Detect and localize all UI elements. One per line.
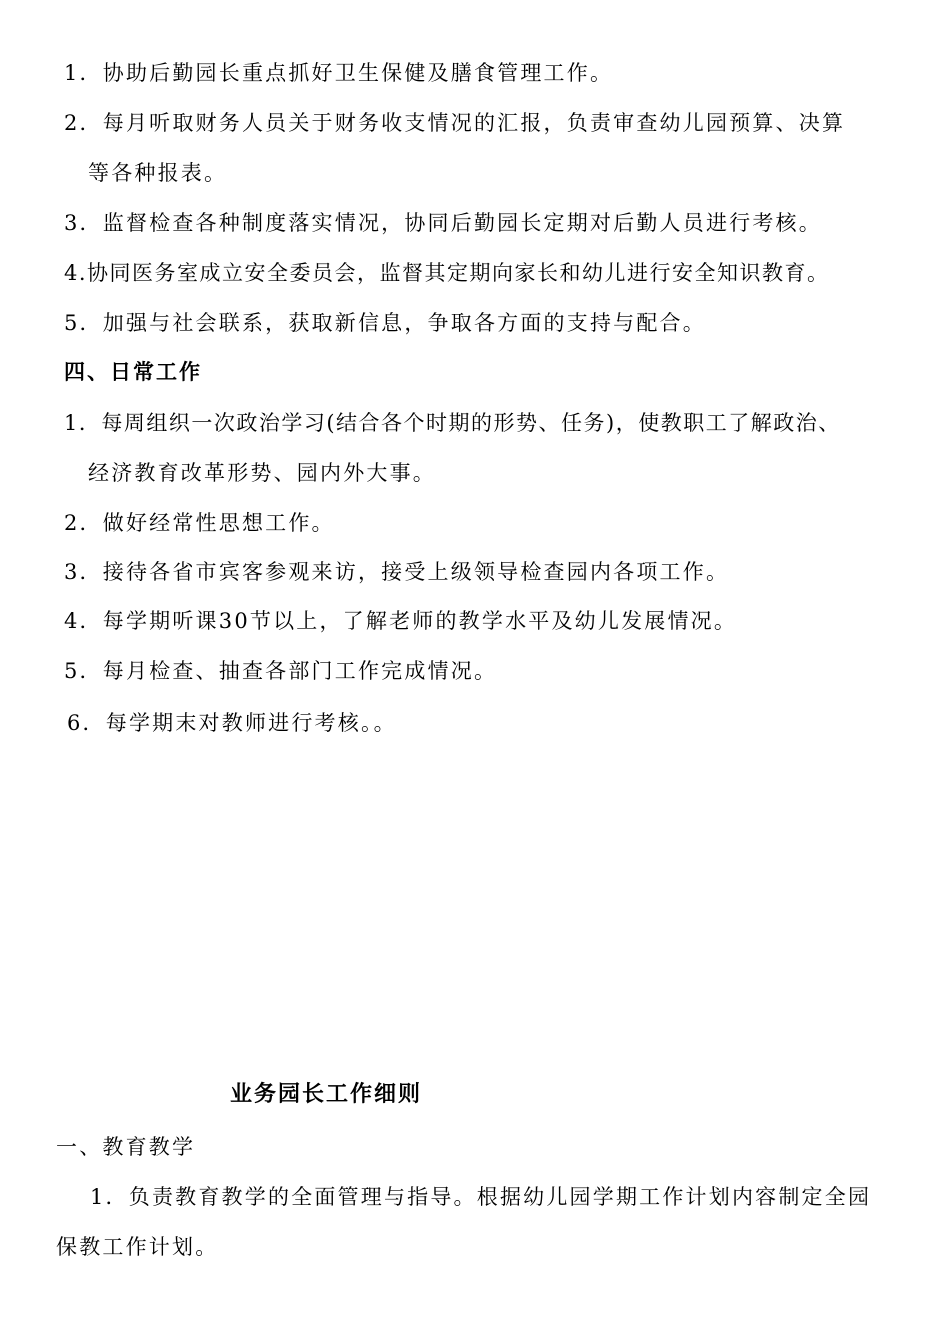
list-item: 5．每月检查、抽查各部门工作完成情况。 [64,659,498,683]
list-item: 2．做好经常性思想工作。 [64,511,335,535]
list-item: 6．每学期末对教师进行考核。。 [67,711,397,735]
list-item: 4.协同医务室成立安全委员会，监督其定期向家长和幼儿进行安全知识教育。 [64,261,830,285]
section-heading: 四、日常工作 [64,360,202,384]
list-item: 1．负责教育教学的全面管理与指导。根据幼儿园学期工作计划内容制定全园 [90,1185,872,1209]
list-item: 4．每学期听课30节以上，了解老师的教学水平及幼儿发展情况。 [64,609,738,633]
list-item: 1．协助后勤园长重点抓好卫生保健及膳食管理工作。 [64,61,614,85]
list-item: 3．接待各省市宾客参观来访，接受上级领导检查园内各项工作。 [64,560,730,584]
list-item: 3．监督检查各种制度落实情况，协同后勤园长定期对后勤人员进行考核。 [64,211,822,235]
list-item-continuation: 保教工作计划。 [56,1235,219,1259]
list-item-continuation: 等各种报表。 [88,161,228,185]
list-item: 2．每月听取财务人员关于财务收支情况的汇报，负责审查幼儿园预算、决算 [64,111,846,135]
list-item: 1．每周组织一次政治学习(结合各个时期的形势、任务)，使教职工了解政治、 [64,411,841,435]
section-subheading: 一、教育教学 [56,1135,196,1159]
document-title: 业务园长工作细则 [230,1082,423,1107]
list-item-continuation: 经济教育改革形势、园内外大事。 [88,461,436,485]
list-item: 5．加强与社会联系，获取新信息，争取各方面的支持与配合。 [64,311,706,335]
